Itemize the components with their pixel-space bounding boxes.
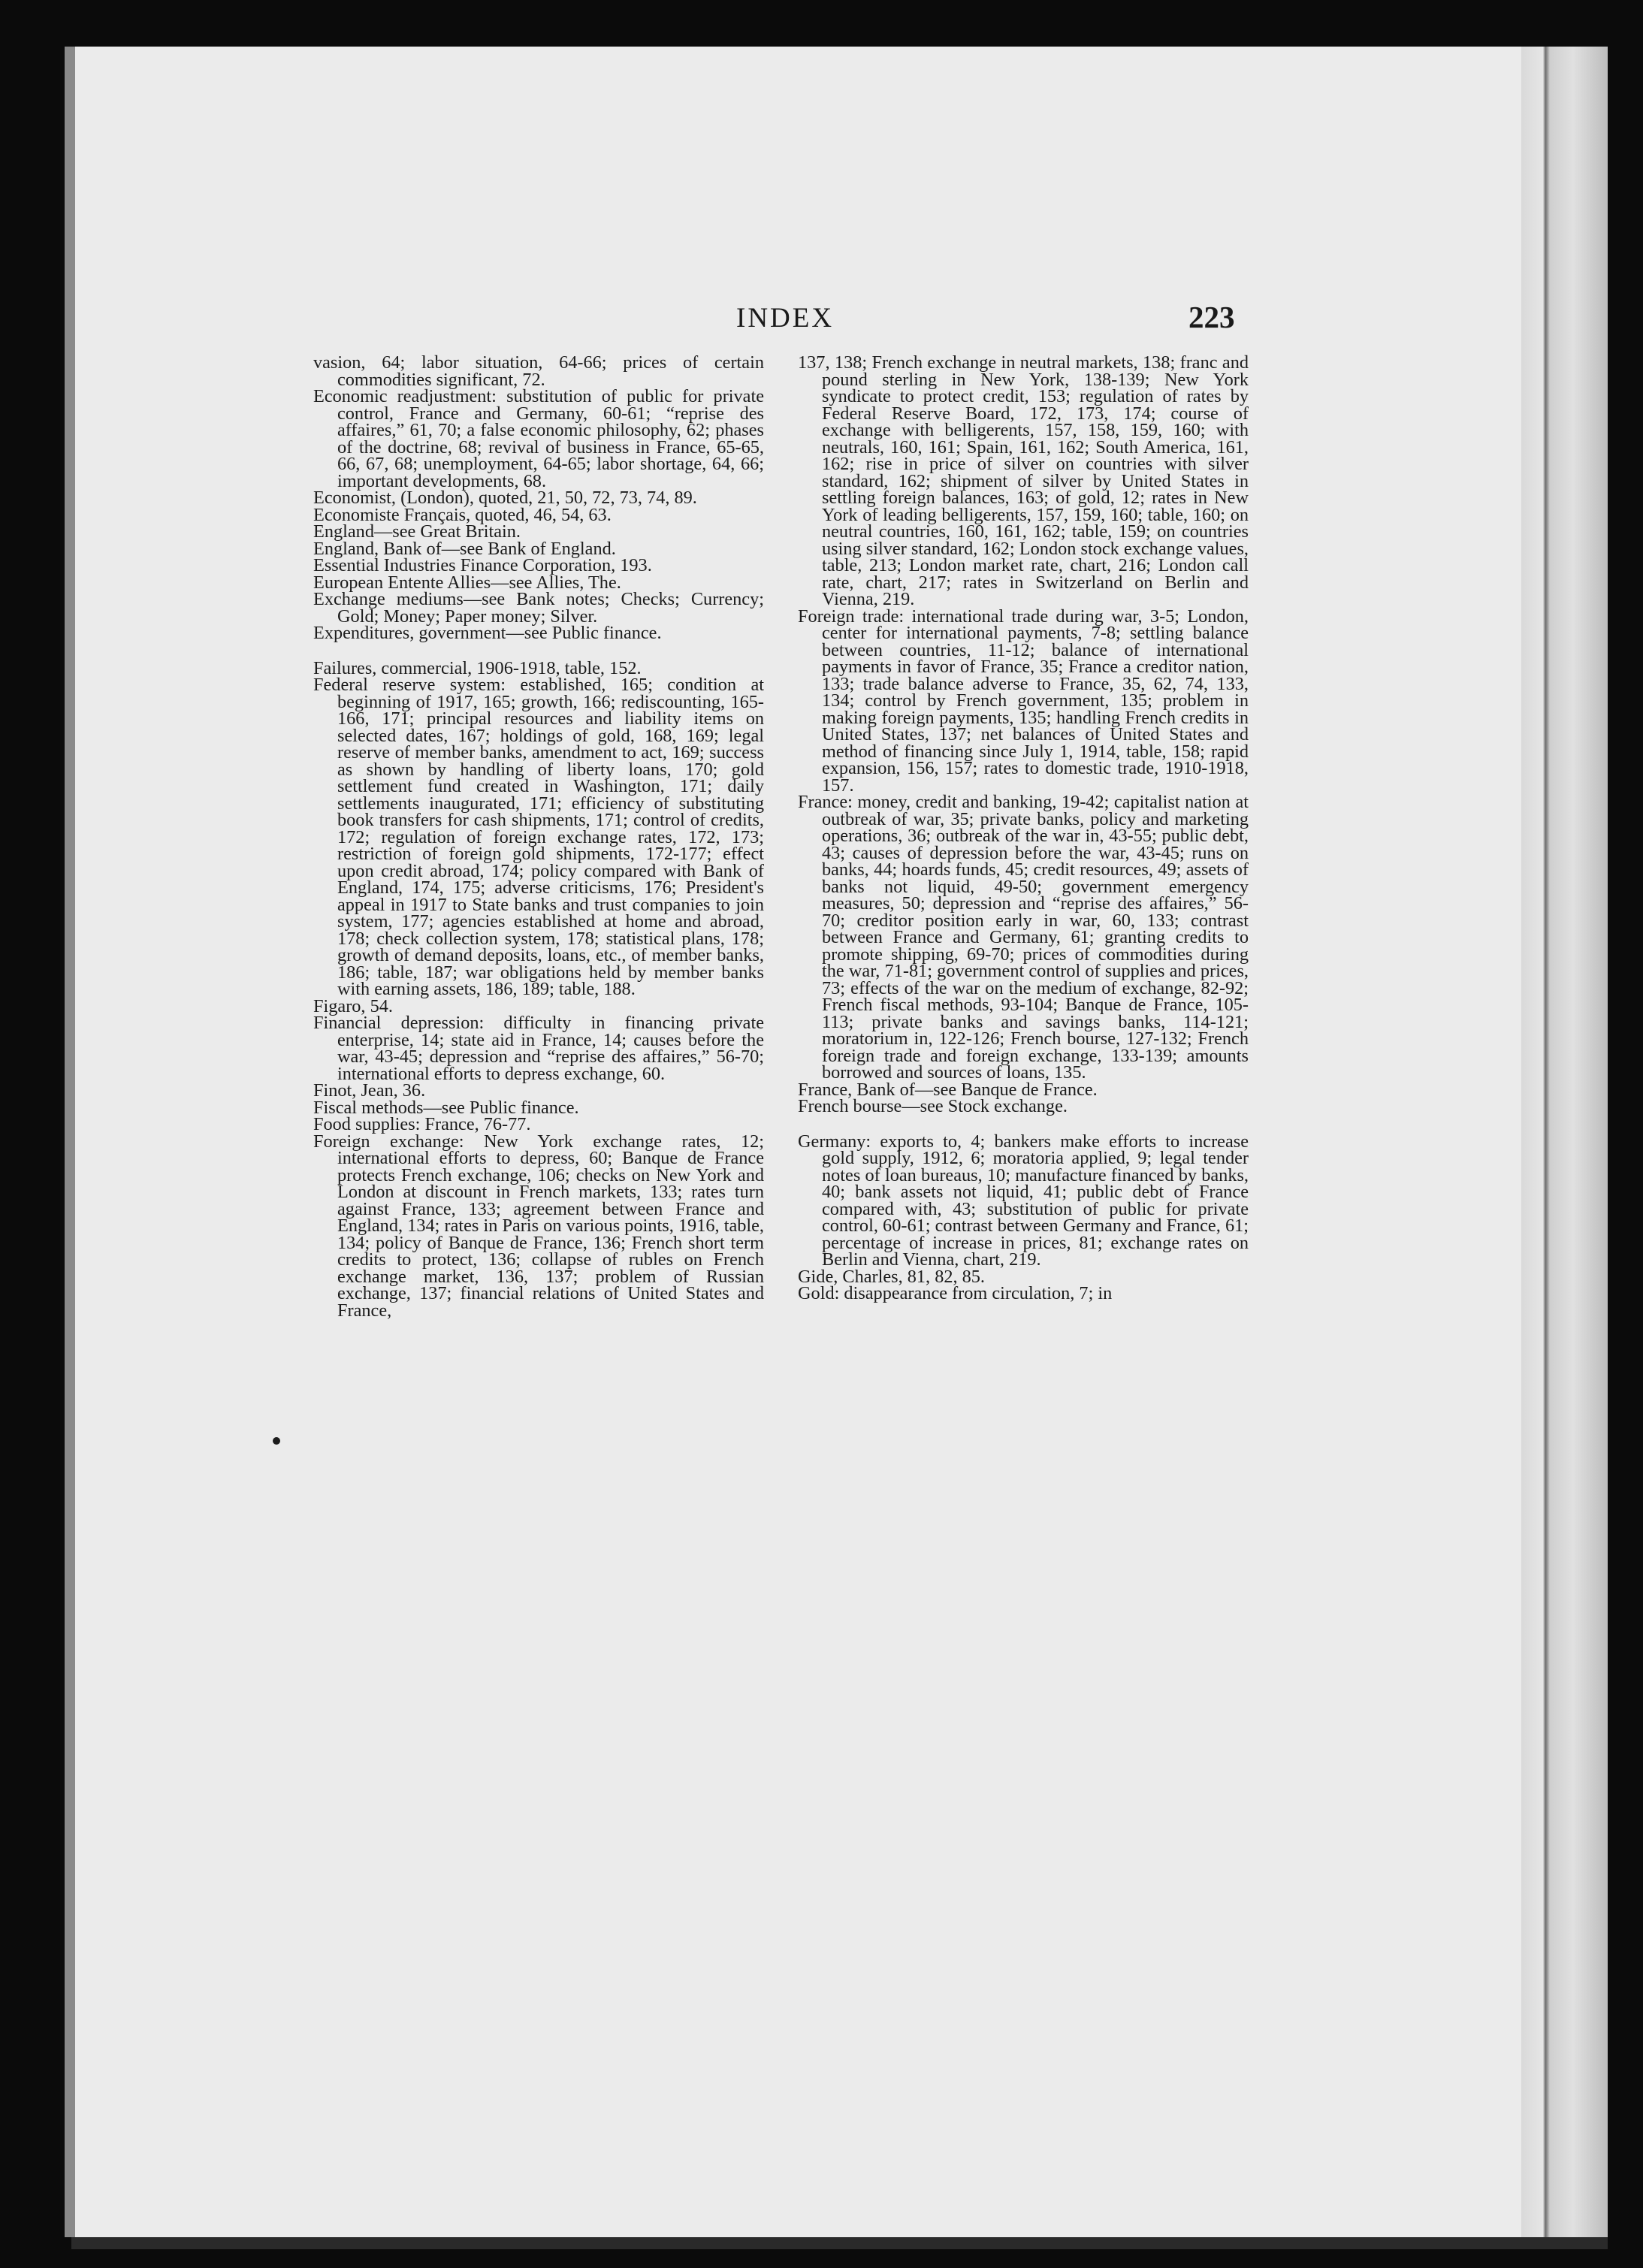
index-entry: Essential Industries Finance Corporation, 193.	[313, 555, 652, 575]
index-entry: Economist, (London), quoted, 21, 50, 72, 73, 74, 89.	[313, 488, 697, 508]
index-entry: Economic readjustment: substitution of public for private control, France and Germany, 60-61; “reprise des affaires,” 61, 70; a false economic philosophy, 62; phases of the doctrine, 68; revival of business in France, 65-65, 66, 67, 68; unemployment, 64-65; labor shortage, 64, 66; important developments, 68.	[313, 386, 764, 491]
index-entry: Federal reserve system: established, 165; condition at beginning of 1917, 165; growth, 166; rediscounting, 165-166, 171; principal resources and liability items on selected dates, 167; holdings of gold, 168, 169; legal reserve of member banks, amendment to act, 169; success as shown by handling of liberty loans, 170; gold settlement fund created in Washington, 171; daily settlements inaugurated, 171; efficiency of substituting book transfers for cash shipments, 171; control of credits, 172; regulation of foreign exchange rates, 172, 173; restriction of foreign gold shipments, 172-177; effect upon credit abroad, 174; policy compared with Bank of England, 174, 175; adverse criticisms, 176; President's appeal in 1917 to State banks and trust companies to join system, 177; agencies established at home and abroad, 178; check collection system, 178; statistical plans, 178; growth of demand deposits, loans, etc., of member banks, 186; table, 187; war obligations held by member banks with earning assets, 186, 189; table, 188.	[313, 675, 764, 999]
index-entry: France: money, credit and banking, 19-42; capitalist nation at outbreak of war, 35; private banks, policy and marketing operations, 36; outbreak of the war in, 43-55; public debt, 43; causes of depression before the war, 43-45; runs on banks, 44; hoards funds, 45; credit resources, 49; assets of banks not liquid, 49-50; government emergency measures, 50; depression and “reprise des affaires,” 56-70; creditor position early in war, 60, 133; contrast between France and Germany, 61; granting credits to promote shipping, 69-70; prices of commodities during the war, 71-81; government control of supplies and prices, 73; effects of the war on the medium of exchange, 82-92; French fiscal methods, 93-104; Banque de France, 105-113; private banks and savings banks, 114-121; moratorium in, 122-126; French bourse, 127-132; French foreign trade and foreign exchange, 133-139; amounts borrowed and sources of loans, 135.	[798, 792, 1249, 1083]
index-entry: 137, 138; French exchange in neutral markets, 138; franc and pound sterling in New York, 138-139; New York syndicate to protect credit, 153; regulation of rates by Federal Reserve Board, 172, 173, 174; course of exchange with belligerents, 157, 158, 159, 160; with neutrals, 160, 161; Spain, 161, 162; South America, 161, 162; rise in price of silver on countries with silver standard, 162; shipment of silver by United States in settling foreign balances, 163; of gold, 12; rates in New York of leading belligerents, 157, 159, 160; table, 160; on neutral countries, 160, 161, 162; table, 159; on countries using silver standard, 162; London stock exchange values, table, 213; London market rate, chart, 216; London call rate, chart, 217; rates in Switzerland on Berlin and Vienna, 219.	[798, 352, 1249, 609]
page-left-edge	[65, 47, 75, 2237]
index-entry: Financial depression: difficulty in financing private enterprise, 14; state aid in France, 14; causes before the war, 43-45; depression and “reprise des affaires,” 56-70; international efforts to depress exchange, 60.	[313, 1013, 764, 1084]
page-bottom-edge	[71, 2237, 1608, 2249]
index-entry: Figaro, 54.	[313, 995, 393, 1016]
index-entry: Gide, Charles, 81, 82, 85.	[798, 1266, 986, 1287]
index-entry: vasion, 64; labor situation, 64-66; prices of certain commodities significant, 72.	[313, 352, 764, 390]
index-entry: France, Bank of—see Banque de France.	[798, 1079, 1098, 1100]
index-entry: Fiscal methods—see Public finance.	[313, 1097, 579, 1118]
index-entry: Failures, commercial, 1906-1918, table, 152.	[313, 657, 642, 678]
index-entry: England—see Great Britain.	[313, 521, 521, 542]
index-entry: Germany: exports to, 4; bankers make efforts to increase gold supply, 1912, 6; moratoria applied, 9; legal tender notes of loan bureaus, 10; manufacture financed by banks, 40; bank assets not liquid, 41; public debt of France compared with, 43; substitution of public for private control, 60-61; contrast between Germany and France, 61; percentage of increase in prices, 81; exchange rates on Berlin and Vienna, chart, 219.	[798, 1131, 1249, 1270]
page-sheet	[71, 47, 1521, 2237]
page-number: 223	[1188, 300, 1235, 334]
running-head-title: INDEX	[736, 303, 835, 334]
index-column-right	[798, 352, 1249, 1303]
index-entry: Finot, Jean, 36.	[313, 1080, 426, 1101]
index-entry: Food supplies: France, 76-77.	[313, 1114, 531, 1134]
margin-bullet-mark	[273, 1437, 280, 1445]
page-right-edge	[1521, 47, 1608, 2237]
index-entry: Gold: disappearance from circulation, 7; in	[798, 1283, 1113, 1303]
index-entry: Foreign trade: international trade during war, 3-5; London, center for international payments, 7-8; settling balance between countries, 11-12; balance of international payments in favor of France, 35; France a creditor nation, 133; trade balance adverse to France, 35, 62, 74, 133, 134; control by French government, 135; problem in making foreign payments, 135; handling French credits in United States, 137; net balances of United States and method of financing since July 1, 1914, table, 158; rapid expansion, 156, 157; rates to domestic trade, 1910-1918, 157.	[798, 606, 1249, 796]
index-entry: Exchange mediums—see Bank notes; Checks; Currency; Gold; Money; Paper money; Silver.	[313, 589, 764, 627]
index-entry: French bourse—see Stock exchange.	[798, 1096, 1068, 1116]
index-column-left	[313, 352, 764, 1321]
index-entry: Economiste Français, quoted, 46, 54, 63.	[313, 504, 612, 525]
index-entry: European Entente Allies—see Allies, The.	[313, 572, 621, 593]
index-entry: England, Bank of—see Bank of England.	[313, 538, 616, 559]
index-entry: Expenditures, government—see Public finance.	[313, 623, 662, 643]
index-entry: Foreign exchange: New York exchange rates, 12; international efforts to depress, 60; Banque de France protects French exchange, 106; checks on New York and London at discount in French markets, 133; rates turn against France, 133; agreement between France and England, 134; rates in Paris on various points, 1916, table, 134; policy of Banque de France, 136; French short term credits to protect, 136; collapse of rubles on French exchange market, 136, 137; problem of Russian exchange, 137; financial relations of United States and France,	[313, 1131, 764, 1321]
